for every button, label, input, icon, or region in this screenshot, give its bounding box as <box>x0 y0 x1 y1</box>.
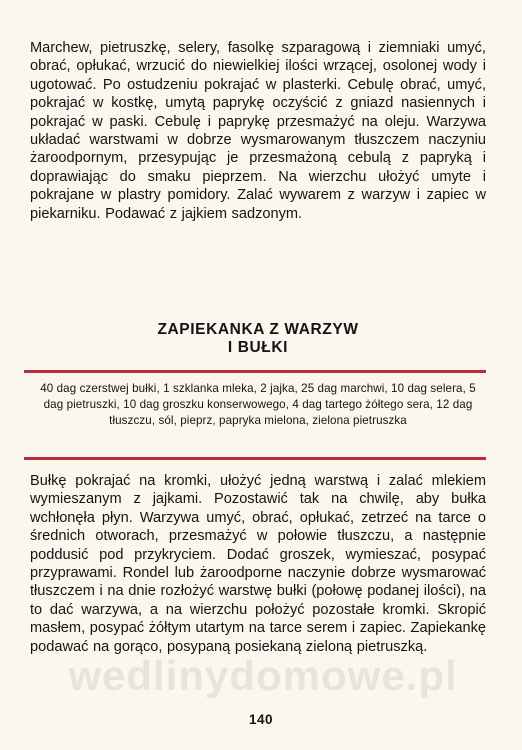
recipe-instructions: Bułkę pokrajać na kromki, ułożyć jedną warstwą i zalać mlekiem wymieszanym z jajkami. Pozostawić tak na chwilę, aby bułka wchłonęła płyn. Warzywa umyć, obrać, opłukać, zetrzeć na tarce o średnich otworach, przesmażyć w połowie tłuszczu, a następnie poddusić pod przykryciem. Dodać groszek, wymieszać, posypać przyprawami. Rondel lub żaroodporne naczynie dobrze wysmarować tłuszczem i na dnie rozłożyć warstwę bułki (połowę podanej ilości), na to dać warzywa, a na wierzchu położyć pozostałe kromki. Skropić masłem, posypać żółtym utartym na tarce serem i zapiec. Zapiekankę podawać na gorąco, posypaną posiekaną zieloną pietruszką. <box>30 473 486 655</box>
recipe-title-line-2: I BUŁKI <box>227 339 289 356</box>
watermark: wedlinydomowe.pl <box>68 654 458 698</box>
page-number: 140 <box>248 712 274 727</box>
ingredients-list: 40 dag czerstwej bułki, 1 szklanka mleka, 2 jajka, 25 dag marchwi, 10 dag selera, 5 dag pietruszki, 10 dag groszku konserwowego, 4 dag tartego żółtego sera, 12 dag tłuszczu, sól, pieprz, papryka mielona, zielona pietruszka <box>40 382 476 427</box>
recipe-title-line-1: ZAPIEKANKA Z WARZYW <box>157 321 359 338</box>
divider-top <box>24 370 486 373</box>
recipe-instructions-previous: Marchew, pietruszkę, selery, fasolkę szparagową i ziemniaki umyć, obrać, opłukać, wrzucić do niewielkiej ilości wrzącej, osolonej wody i ugotować. Po ostudzeniu pokrajać w plasterki. Cebulę obrać, umyć, pokrajać w kostkę, umytą paprykę oczyścić z gniazd nasiennych i pokrajać w paski. Cebulę i paprykę przesmażyć na oleju. Warzywa układać warstwami w dobrze wysmarowanym tłuszczem naczyniu żaroodpornym, przesypując je przesmażoną cebulą z papryką i doprawiając do smaku pieprzem. Na wierzchu ułożyć umyte i pokrajane w plastry pomidory. Zalać wywarem z warzyw i zapiec w piekarniku. Podawać z jajkiem sadzonym. <box>30 40 486 222</box>
recipe-title <box>30 321 486 357</box>
divider-bottom <box>24 457 486 460</box>
